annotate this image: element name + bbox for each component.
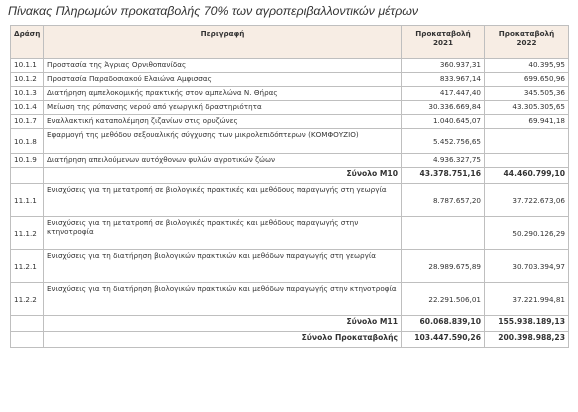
- table-row: [11, 283, 569, 316]
- row-code: 11.1.1: [11, 184, 44, 217]
- subtotal-value-2021: 43.378.751,16: [402, 168, 485, 184]
- row-code: 11.2.1: [11, 250, 44, 283]
- row-description: Διατήρηση αμπελοκομικής πρακτικής στον αμπελώνα Ν. Θήρας: [44, 87, 402, 101]
- row-value-2022: [485, 154, 569, 168]
- header-description: Περιγραφή: [44, 26, 402, 59]
- row-value-2022: 43.305.305,65: [485, 101, 569, 115]
- table-row: [11, 73, 569, 87]
- row-description: Ενισχύσεις για τη διατήρηση βιολογικών πρακτικών και μεθόδων παραγωγής στην κτηνοτροφία: [44, 283, 402, 316]
- advance-payments-table: [10, 25, 569, 348]
- table-header-row: [11, 26, 569, 59]
- table-row: [11, 250, 569, 283]
- total-value-2021: 103.447.590,26: [402, 332, 485, 348]
- row-description: Μείωση της ρύπανσης νερού από γεωργική δραστηριότητα: [44, 101, 402, 115]
- empty-cell: [11, 168, 44, 184]
- subtotal-label: Σύνολο Μ10: [44, 168, 402, 184]
- row-description: Προστασία Παραδοσιακού Ελαιώνα Αμφισσας: [44, 73, 402, 87]
- row-code: 11.2.2: [11, 283, 44, 316]
- subtotal-row-m10: [11, 168, 569, 184]
- table-row: [11, 115, 569, 129]
- total-value-2022: 200.398.988,23: [485, 332, 569, 348]
- row-value-2022: 40.395,95: [485, 59, 569, 73]
- table-row: [11, 129, 569, 154]
- row-code: 11.1.2: [11, 217, 44, 250]
- row-code: 10.1.9: [11, 154, 44, 168]
- table-row: [11, 184, 569, 217]
- row-value-2021: 5.452.756,65: [402, 129, 485, 154]
- row-description: Διατήρηση απειλούμενων αυτόχθονων φυλών αγροτικών ζώων: [44, 154, 402, 168]
- header-code: Δράση: [11, 26, 44, 59]
- header-2022: Προκαταβολή 2022: [485, 26, 569, 59]
- row-code: 10.1.3: [11, 87, 44, 101]
- row-value-2021: [402, 217, 485, 250]
- row-code: 10.1.4: [11, 101, 44, 115]
- row-value-2022: 69.941,18: [485, 115, 569, 129]
- row-code: 10.1.2: [11, 73, 44, 87]
- subtotal-value-2021: 60.068.839,10: [402, 316, 485, 332]
- row-value-2022: 37.722.673,06: [485, 184, 569, 217]
- row-value-2021: 22.291.506,01: [402, 283, 485, 316]
- empty-cell: [11, 316, 44, 332]
- row-value-2022: 30.703.394,97: [485, 250, 569, 283]
- row-value-2021: 360.937,31: [402, 59, 485, 73]
- subtotal-value-2022: 155.938.189,13: [485, 316, 569, 332]
- table-row: [11, 217, 569, 250]
- row-value-2022: [485, 129, 569, 154]
- total-row: [11, 332, 569, 348]
- row-code: 10.1.1: [11, 59, 44, 73]
- row-description: Ενισχύσεις για τη μετατροπή σε βιολογικές πρακτικές και μεθόδους παραγωγής στη γεωργία: [44, 184, 402, 217]
- row-description: Εφαρμογή της μεθόδου σεξουαλικής σύγχυσης των μικρολεπιδόπτερων (ΚΟΜΦΟΥΖΙΟ): [44, 129, 402, 154]
- empty-cell: [11, 332, 44, 348]
- row-value-2022: 50.290.126,29: [485, 217, 569, 250]
- row-code: 10.1.8: [11, 129, 44, 154]
- total-label: Σύνολο Προκαταβολής: [44, 332, 402, 348]
- row-value-2022: 37.221.994,81: [485, 283, 569, 316]
- row-code: 10.1.7: [11, 115, 44, 129]
- row-value-2021: 8.787.657,20: [402, 184, 485, 217]
- subtotal-row-m11: [11, 316, 569, 332]
- row-value-2021: 1.040.645,07: [402, 115, 485, 129]
- row-value-2021: 4.936.327,75: [402, 154, 485, 168]
- row-value-2021: 28.989.675,89: [402, 250, 485, 283]
- header-2021: Προκαταβολή 2021: [402, 26, 485, 59]
- row-value-2021: 417.447,40: [402, 87, 485, 101]
- row-description: Εναλλακτική καταπολέμηση ζιζανίων στις ορυζώνες: [44, 115, 402, 129]
- row-description: Προστασία της Άγριας Ορνιθοπανίδας: [44, 59, 402, 73]
- page-title: Πίνακας Πληρωμών προκαταβολής 70% των αγροπεριβαλλοντικών μέτρων: [8, 4, 419, 18]
- row-value-2021: 833.967,14: [402, 73, 485, 87]
- table-row: [11, 87, 569, 101]
- subtotal-label: Σύνολο Μ11: [44, 316, 402, 332]
- table-row: [11, 154, 569, 168]
- row-value-2022: 345.505,36: [485, 87, 569, 101]
- subtotal-value-2022: 44.460.799,10: [485, 168, 569, 184]
- row-description: Ενισχύσεις για τη μετατροπή σε βιολογικές πρακτικές και μεθόδους παραγωγής στην κτηνοτροφία: [44, 217, 402, 250]
- table-row: [11, 101, 569, 115]
- table-row: [11, 59, 569, 73]
- row-value-2021: 30.336.669,84: [402, 101, 485, 115]
- row-value-2022: 699.650,96: [485, 73, 569, 87]
- row-description: Ενισχύσεις για τη διατήρηση βιολογικών πρακτικών και μεθόδων παραγωγής στη γεωργία: [44, 250, 402, 283]
